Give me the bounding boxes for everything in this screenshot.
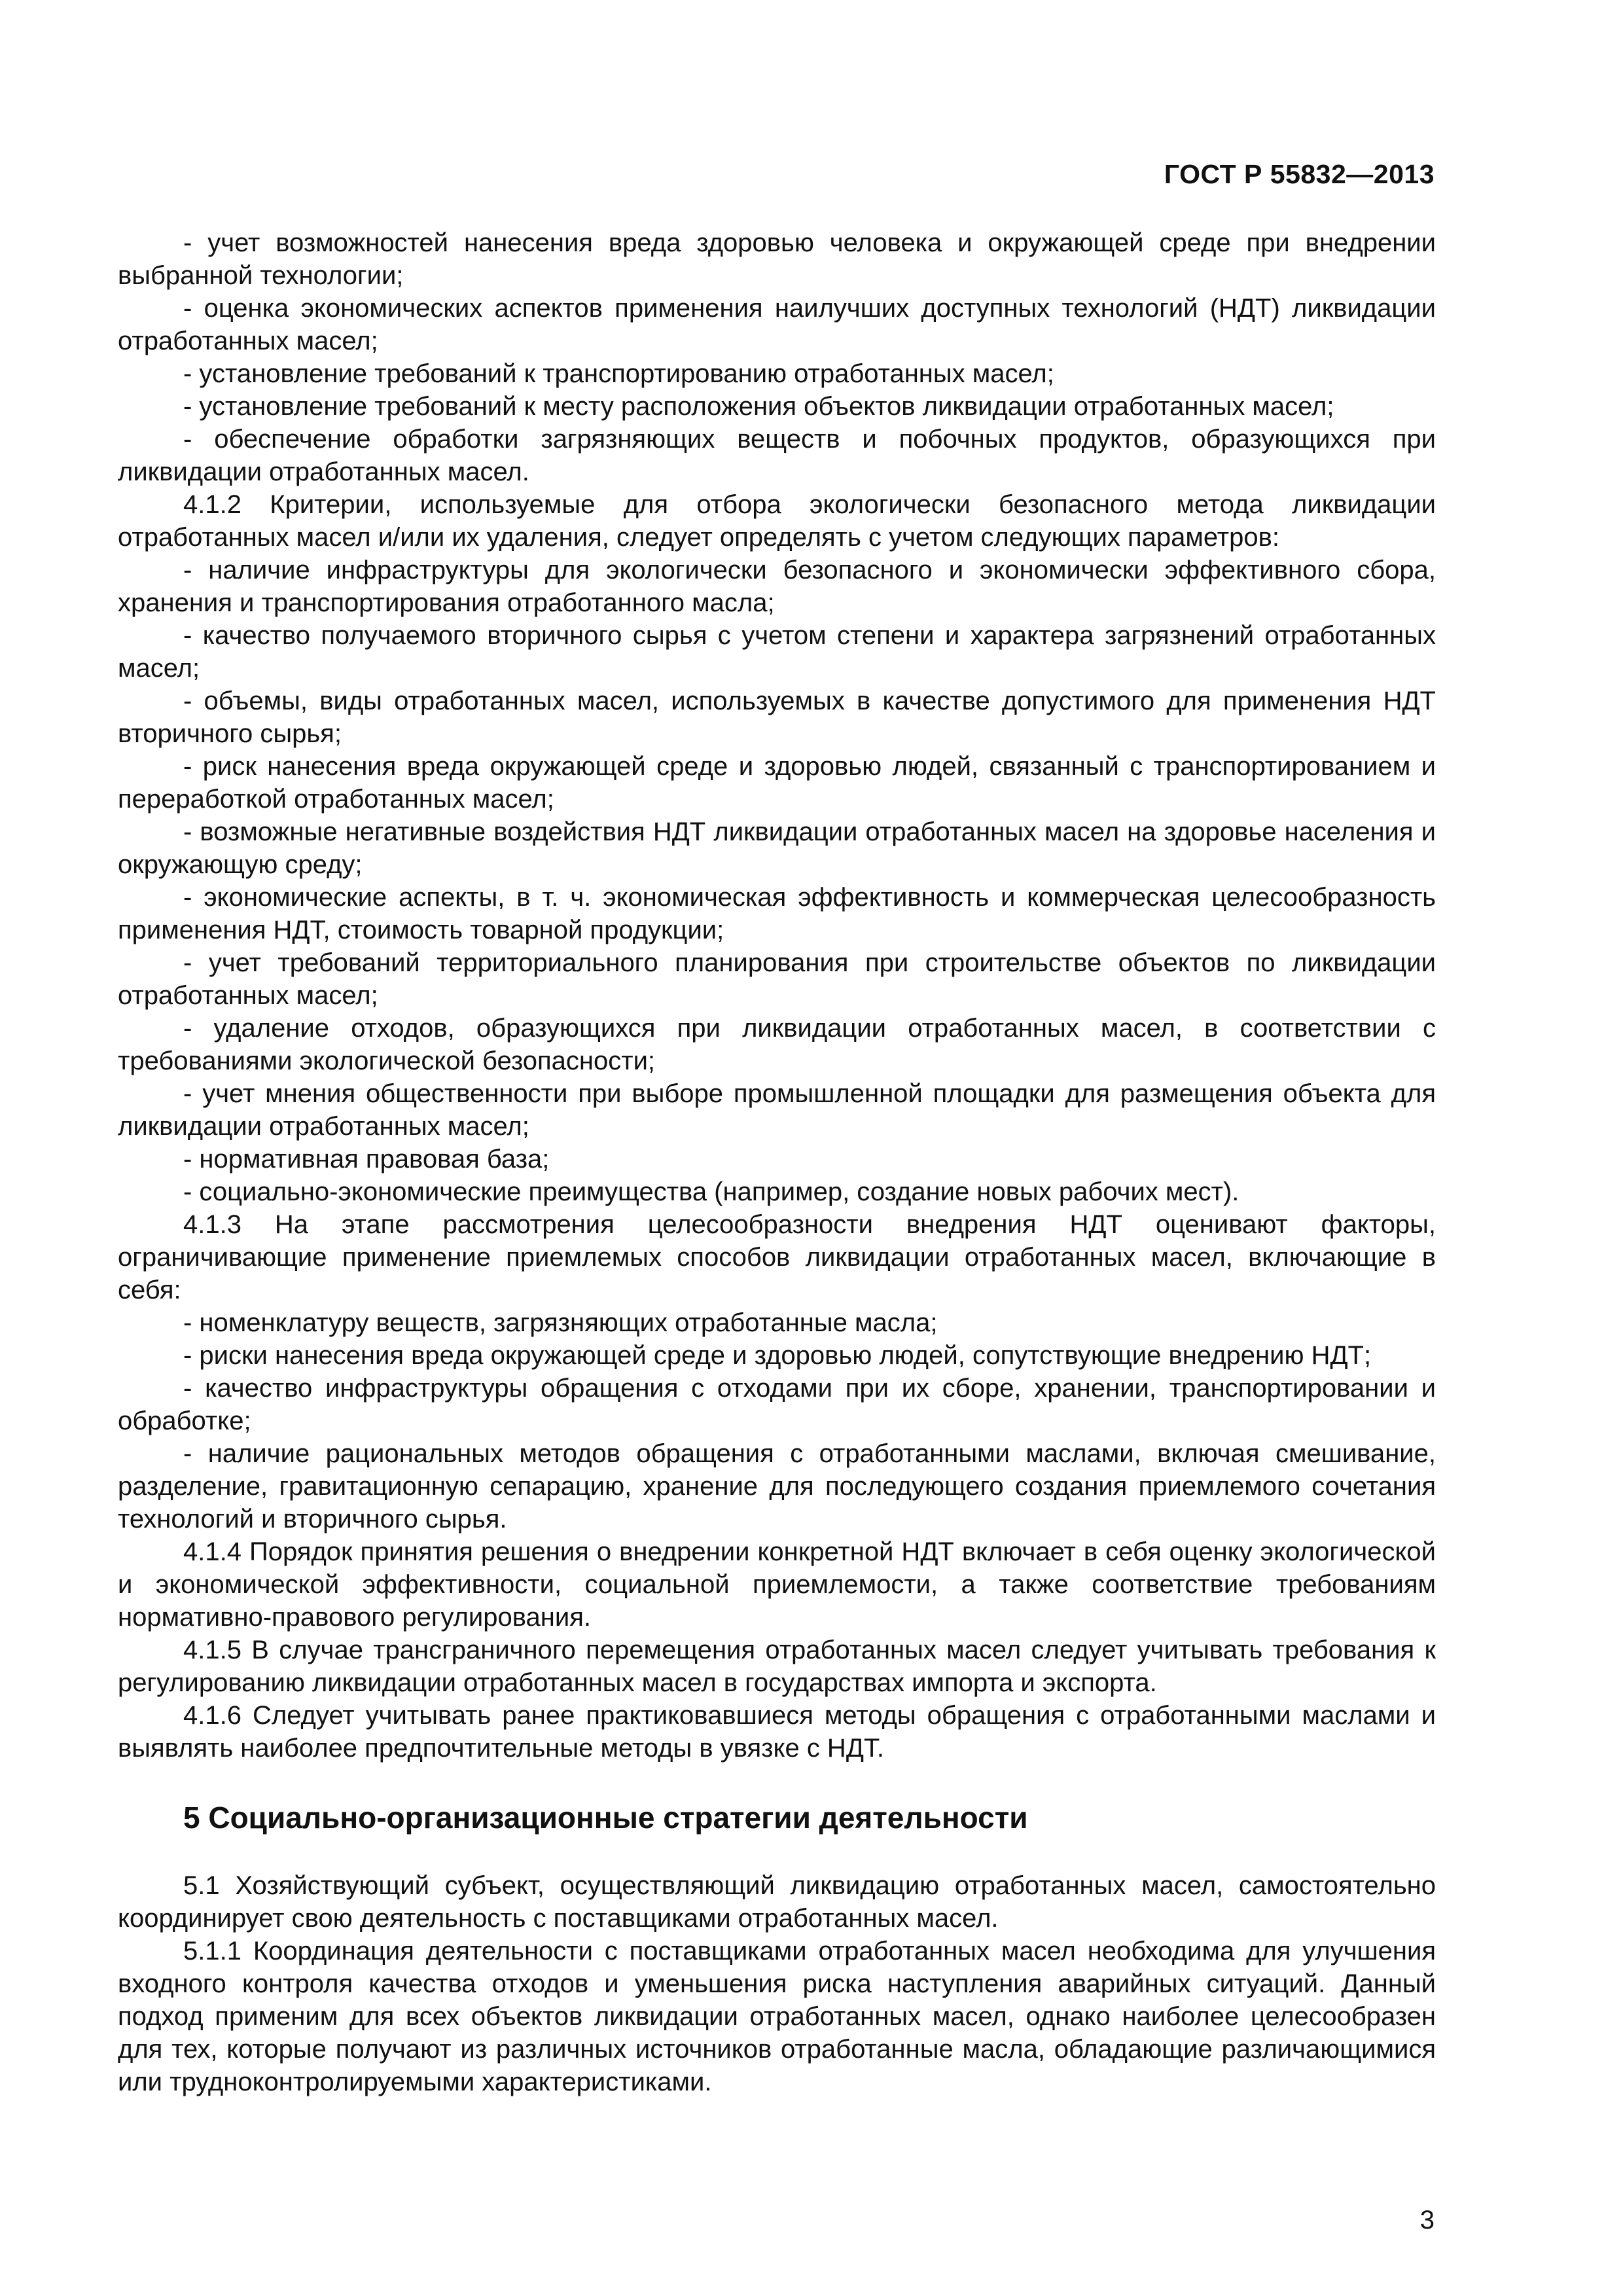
clause-4-1-3: 4.1.3 На этапе рассмотрения целесообразности внедрения НДТ оценивают факторы, ограничивающие применение приемлемых способов ликвидации отработанных масел, включающие в себя: xyxy=(118,1210,1436,1304)
section-title: 5 Социально-организационные стратегии деятельности xyxy=(183,1801,1028,1835)
page-number: 3 xyxy=(1419,2206,1435,2234)
paragraph: - риск нанесения вреда окружающей среде и здоровью людей, связанный с транспортированием и переработкой отработанных масел; xyxy=(118,752,1436,814)
clause-4-1-5: 4.1.5 В случае трансграничного перемещения отработанных масел следует учитывать требования к регулированию ликвидации отработанных масел в государствах импорта и экспорта. xyxy=(118,1636,1436,1697)
paragraph: - социально-экономические преимущества (например, создание новых рабочих мест). xyxy=(183,1177,1240,1206)
clause-4-1-6: 4.1.6 Следует учитывать ранее практиковавшиеся методы обращения с отработанными маслами и выявлять наиболее предпочтительные методы в увязке с НДТ. xyxy=(118,1701,1436,1763)
paragraph: - установление требований к транспортированию отработанных масел; xyxy=(183,359,1054,388)
paragraph: - удаление отходов, образующихся при ликвидации отработанных масел, в соответствии с требованиями экологической безопасности; xyxy=(118,1014,1436,1075)
paragraph: - риски нанесения вреда окружающей среде и здоровью людей, сопутствующие внедрению НДТ; xyxy=(183,1341,1372,1370)
document-body xyxy=(118,226,1436,2098)
paragraph: - возможные негативные воздействия НДТ ликвидации отработанных масел на здоровье населения и окружающую среду; xyxy=(118,817,1436,879)
paragraph: - экономические аспекты, в т. ч. экономическая эффективность и коммерческая целесообразность применения НДТ, стоимость товарной продукции; xyxy=(118,883,1436,944)
clause-5-1-1: 5.1.1 Координация деятельности с поставщиками отработанных масел необходима для улучшения входного контроля качества отходов и уменьшения риска наступления аварийных ситуаций. Данный подход применим для всех объектов ликвидации отработанных масел, однако наиболее целесообразен для тех, которые получают из различных источников отработанные масла, обладающие различающимися или трудноконтролируемыми характеристиками. xyxy=(118,1937,1436,2096)
clause-4-1-2: 4.1.2 Критерии, используемые для отбора экологически безопасного метода ликвидации отработанных масел и/или их удаления, следует определять с учетом следующих параметров: xyxy=(118,490,1436,552)
paragraph: - качество получаемого вторичного сырья с учетом степени и характера загрязнений отработанных масел; xyxy=(118,621,1436,683)
paragraph: - оценка экономических аспектов применения наилучших доступных технологий (НДТ) ликвидации отработанных масел; xyxy=(118,294,1436,355)
paragraph: - наличие рациональных методов обращения с отработанными маслами, включая смешивание, разделение, гравитационную сепарацию, хранение для последующего создания приемлемого сочетания технологий и вторичного сырья. xyxy=(118,1439,1436,1534)
document-code: ГОСТ Р 55832—2013 xyxy=(1164,159,1435,189)
paragraph: - учет требований территориального планирования при строительстве объектов по ликвидации отработанных масел; xyxy=(118,948,1436,1010)
paragraph: - установление требований к месту расположения объектов ликвидации отработанных масел; xyxy=(183,392,1334,421)
paragraph: - учет мнения общественности при выборе промышленной площадки для размещения объекта для ликвидации отработанных масел; xyxy=(118,1079,1436,1141)
paragraph: - нормативная правовая база; xyxy=(183,1145,550,1174)
clause-5-1: 5.1 Хозяйствующий субъект, осуществляющий ликвидацию отработанных масел, самостоятельно координирует свою деятельность с поставщиками отработанных масел. xyxy=(118,1871,1436,1933)
paragraph: - наличие инфраструктуры для экологически безопасного и экономически эффективного сбора, хранения и транспортирования отработанного масла; xyxy=(118,556,1436,617)
paragraph: - учет возможностей нанесения вреда здоровью человека и окружающей среде при внедрении выбранной технологии; xyxy=(118,228,1436,290)
paragraph: - объемы, виды отработанных масел, используемых в качестве допустимого для применения НДТ вторичного сырья; xyxy=(118,687,1436,748)
paragraph: - номенклатуру веществ, загрязняющих отработанные масла; xyxy=(183,1308,938,1337)
clause-4-1-4: 4.1.4 Порядок принятия решения о внедрении конкретной НДТ включает в себя оценку экологической и экономической эффективности, социальной приемлемости, а также соответствие требованиям нормативно-правового регулирования. xyxy=(118,1537,1436,1632)
paragraph: - обеспечение обработки загрязняющих веществ и побочных продуктов, образующихся при ликвидации отработанных масел. xyxy=(118,425,1436,486)
paragraph: - качество инфраструктуры обращения с отходами при их сборе, хранении, транспортировании и обработке; xyxy=(118,1374,1436,1435)
